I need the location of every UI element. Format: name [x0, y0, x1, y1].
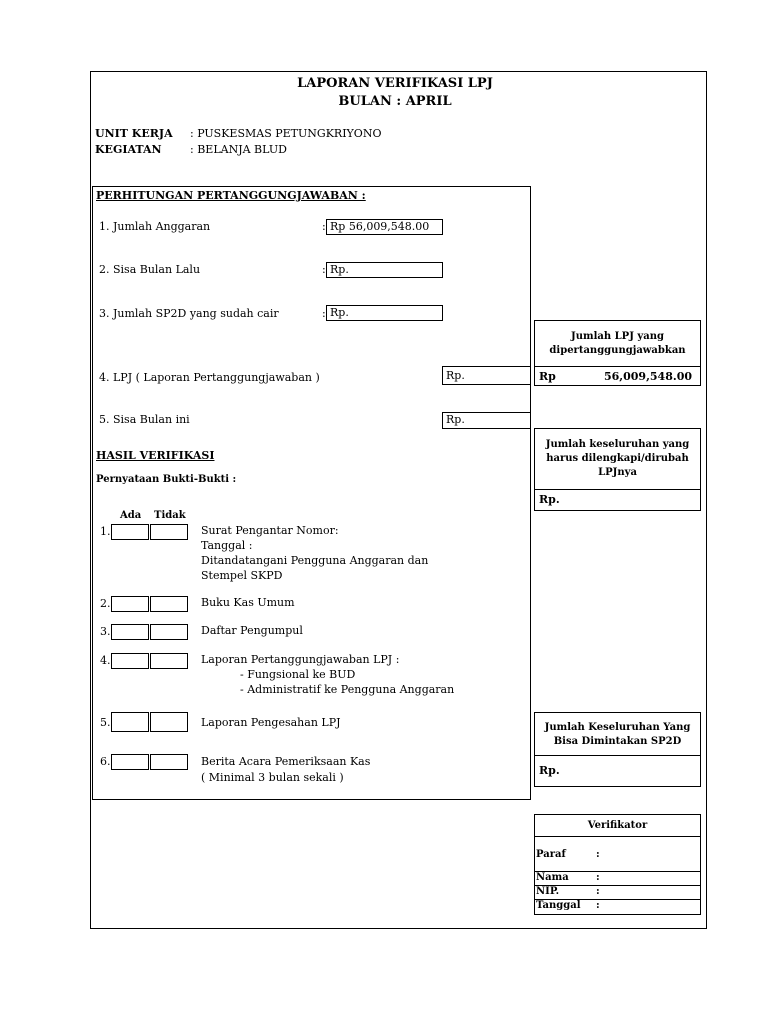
colon: : — [322, 263, 326, 276]
nama-label: Nama — [536, 872, 569, 883]
ada-checkbox-2[interactable] — [111, 596, 149, 612]
colon: : — [596, 849, 600, 860]
tanggal-label: Tanggal — [536, 900, 581, 911]
colon: : — [596, 872, 600, 883]
sisa-bulan-lalu-label: 2. Sisa Bulan Lalu — [99, 263, 201, 276]
jumlah-anggaran-field[interactable]: Rp 56,009,548.00 — [326, 219, 443, 235]
kelengkapan-title: Jumlah keseluruhan yang harus dilengkapi/dirubah LPJnya — [545, 439, 690, 478]
lpj-total-value: 56,009,548.00 — [603, 370, 692, 383]
perhitungan-heading: PERHITUNGAN PERTANGGUNGJAWABAN : — [96, 189, 366, 202]
sp2d-rp: Rp. — [539, 764, 560, 777]
item-text: Laporan Pengesahan LPJ — [201, 716, 341, 729]
item-number: 4. — [100, 654, 111, 667]
item-number: 3. — [100, 625, 111, 638]
jumlah-sp2d-label: 3. Jumlah SP2D yang sudah cair — [99, 307, 279, 320]
ada-checkbox-3[interactable] — [111, 624, 149, 640]
item-number: 2. — [100, 597, 111, 610]
jumlah-sp2d-field[interactable]: Rp. — [326, 305, 443, 321]
unit-kerja-value: : PUSKESMAS PETUNGKRIYONO — [190, 127, 382, 140]
lpj-total-title: Jumlah LPJ yang dipertanggungjawabkan — [549, 331, 686, 356]
sisa-bulan-lalu-field[interactable]: Rp. — [326, 262, 443, 278]
ada-checkbox-5[interactable] — [111, 712, 149, 732]
item-text: Buku Kas Umum — [201, 596, 295, 609]
unit-kerja-label: UNIT KERJA — [95, 127, 173, 140]
kegiatan-label: KEGIATAN — [95, 143, 162, 156]
item-text: Daftar Pengumpul — [201, 624, 303, 637]
report-month: BULAN : APRIL — [338, 94, 452, 109]
tidak-checkbox-4[interactable] — [150, 653, 188, 669]
item-text: - Fungsional ke BUD — [240, 668, 356, 681]
colon: : — [596, 900, 600, 911]
col-tidak: Tidak — [154, 510, 186, 521]
col-ada: Ada — [120, 510, 142, 521]
item-number: 5. — [100, 716, 111, 729]
item-number: 1. — [100, 525, 111, 538]
lpj-total-rp: Rp — [539, 370, 556, 383]
colon: : — [322, 220, 326, 233]
lpj-field[interactable]: Rp. — [442, 366, 531, 385]
lpj-label: 4. LPJ ( Laporan Pertanggungjawaban ) — [99, 371, 320, 384]
sp2d-panel — [534, 712, 701, 787]
ada-checkbox-1[interactable] — [111, 524, 149, 540]
sisa-bulan-ini-field[interactable]: Rp. — [442, 412, 531, 429]
item-text: Berita Acara Pemeriksaan Kas — [201, 755, 371, 768]
perhitungan-section — [92, 186, 531, 800]
sisa-bulan-ini-label: 5. Sisa Bulan ini — [99, 413, 190, 426]
tidak-checkbox-5[interactable] — [150, 712, 188, 732]
item-text: Laporan Pertanggungjawaban LPJ : — [201, 653, 400, 666]
hasil-verifikasi-heading: HASIL VERIFIKASI — [96, 449, 215, 462]
ada-checkbox-6[interactable] — [111, 754, 149, 770]
item-text: - Administratif ke Pengguna Anggaran — [240, 683, 455, 696]
verifikator-title: Verifikator — [587, 820, 648, 831]
tidak-checkbox-3[interactable] — [150, 624, 188, 640]
kegiatan-value: : BELANJA BLUD — [190, 143, 287, 156]
lpj-total-panel — [534, 320, 701, 386]
sp2d-title: Jumlah Keseluruhan Yang Bisa Dimintakan SP2D — [544, 722, 691, 747]
item-text: Tanggal : — [201, 539, 253, 552]
tidak-checkbox-1[interactable] — [150, 524, 188, 540]
kelengkapan-rp: Rp. — [539, 493, 560, 506]
paraf-label: Paraf — [536, 849, 566, 860]
colon: : — [596, 886, 600, 897]
tidak-checkbox-2[interactable] — [150, 596, 188, 612]
tidak-checkbox-6[interactable] — [150, 754, 188, 770]
colon: : — [322, 307, 326, 320]
report-title: LAPORAN VERIFIKASI LPJ — [297, 76, 493, 91]
verifikator-table — [534, 814, 701, 915]
jumlah-anggaran-label: 1. Jumlah Anggaran — [99, 220, 211, 233]
item-text: Surat Pengantar Nomor: — [201, 524, 339, 537]
item-text: Stempel SKPD — [201, 569, 283, 582]
kelengkapan-panel — [534, 428, 701, 511]
ada-checkbox-4[interactable] — [111, 653, 149, 669]
item-text: ( Minimal 3 bulan sekali ) — [201, 771, 344, 784]
item-text: Ditandatangani Pengguna Anggaran dan — [201, 554, 429, 567]
nip-label: NIP. — [536, 886, 560, 897]
pernyataan-label: Pernyataan Bukti-Bukti : — [96, 474, 237, 485]
item-number: 6. — [100, 755, 111, 768]
